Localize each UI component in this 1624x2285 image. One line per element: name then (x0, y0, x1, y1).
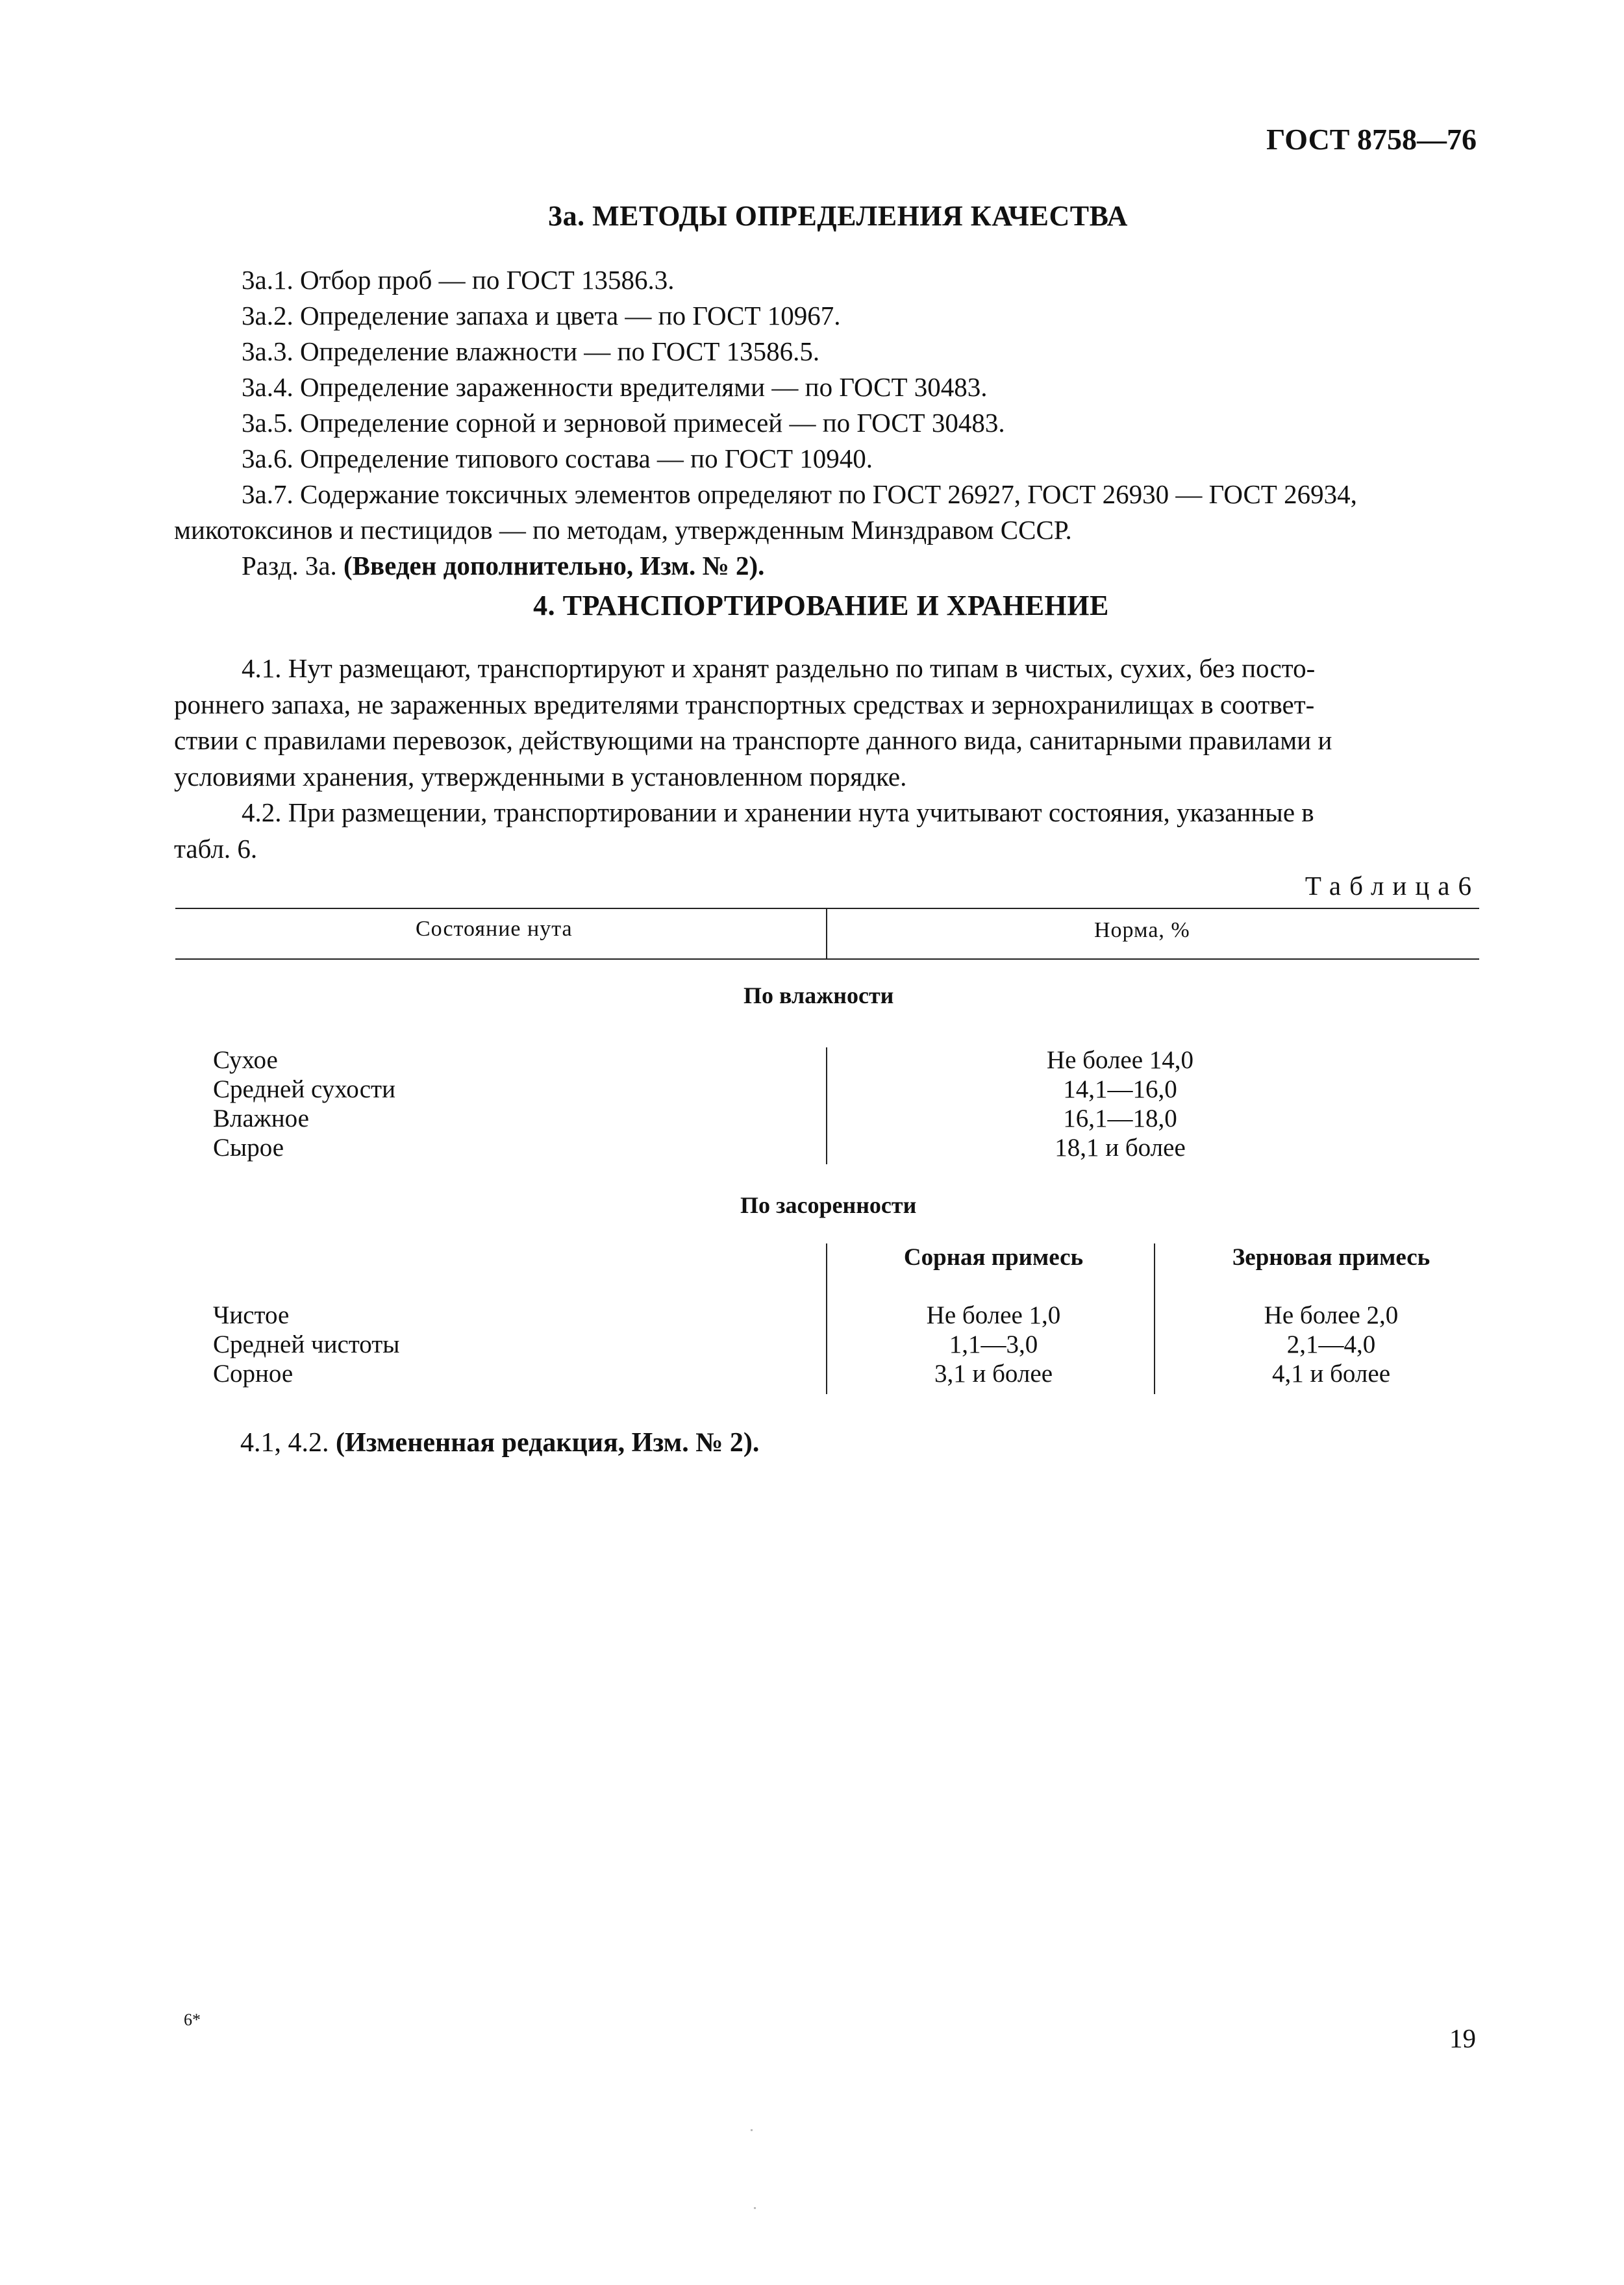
table-cell: Сухое (213, 1046, 278, 1074)
section-4-text (174, 651, 1483, 867)
section-3a-title: 3а. МЕТОДЫ ОПРЕДЕЛЕНИЯ КАЧЕСТВА (548, 200, 1128, 232)
table-cell: 14,1—16,0 (1063, 1075, 1177, 1103)
table-cell: Чистое (213, 1301, 290, 1329)
table-cell: Средней чистоты (213, 1330, 400, 1358)
section-3a-note (174, 548, 1486, 584)
list-item: 3а.3. Определение влажности — по ГОСТ 13586.5. (242, 336, 820, 366)
table-cell: Сырое (213, 1134, 284, 1162)
table-cell: 4,1 и более (1271, 1360, 1391, 1388)
moisture-norms (990, 1045, 1250, 1162)
column-header-state: Состояние нута (416, 917, 573, 941)
subheader-weed: Сорная примесь (903, 1244, 1084, 1271)
grain-values (1188, 1301, 1474, 1388)
table-cell: 3,1 и более (934, 1360, 1053, 1388)
column-divider (826, 1243, 827, 1394)
list-item: 3а.7. Содержание токсичных элементов определяют по ГОСТ 26927, ГОСТ 26930 — ГОСТ 26934, (242, 479, 1357, 509)
weed-values (864, 1301, 1123, 1388)
table-caption: Таблица6 (1305, 871, 1480, 901)
list-item: 3а.5. Определение сорной и зерновой примесей — по ГОСТ 30483. (242, 408, 1005, 438)
list-item: 3а.4. Определение зараженности вредителями — по ГОСТ 30483. (242, 372, 988, 402)
table-cell: Не более 14,0 (1046, 1046, 1194, 1074)
subheader-grain: Зерновая примесь (1232, 1244, 1430, 1271)
list-item-continuation: микотоксинов и пестицидов — по методам, утвержденным Минздравом СССР. (174, 515, 1072, 545)
table-cell: Не более 1,0 (926, 1301, 1061, 1329)
group-heading-clog: По засоренности (740, 1192, 917, 1218)
table-cell: Не более 2,0 (1264, 1301, 1399, 1329)
note-prefix: Разд. 3а. (242, 551, 344, 581)
note-bold: (Измененная редакция, Изм. № 2). (336, 1428, 760, 1458)
scan-speck (754, 2207, 756, 2209)
column-divider (826, 908, 827, 958)
table-header-rule (175, 958, 1479, 960)
table-cell: 16,1—18,0 (1063, 1105, 1177, 1132)
column-header-norm: Норма, % (1094, 918, 1190, 942)
sheet-mark: 6* (184, 2010, 201, 2029)
table-cell: Сорное (213, 1360, 294, 1388)
table-cell: 18,1 и более (1055, 1134, 1186, 1162)
list-item: 3а.2. Определение запаха и цвета — по ГОСТ 10967. (242, 301, 841, 331)
page-number: 19 (1449, 2023, 1476, 2053)
text-line: табл. 6. (174, 833, 258, 864)
section-4-title: 4. ТРАНСПОРТИРОВАНИЕ И ХРАНЕНИЕ (533, 590, 1109, 621)
note-prefix: 4.1, 4.2. (240, 1428, 336, 1458)
table-cell: 2,1—4,0 (1286, 1330, 1376, 1358)
column-divider (826, 1047, 827, 1164)
group-heading-moisture: По влажности (743, 982, 894, 1008)
text-line: 4.1. Нут размещают, транспортируют и хранят раздельно по типам в чистых, сухих, без посто- (242, 653, 1316, 683)
scan-speck (751, 2129, 753, 2131)
table-cell: Средней сухости (213, 1075, 395, 1103)
change-note (240, 1427, 759, 1458)
moisture-states (213, 1045, 395, 1162)
note-bold: (Введен дополнительно, Изм. № 2). (344, 551, 765, 581)
table-cell: 1,1—3,0 (949, 1330, 1038, 1358)
table-cell: Влажное (213, 1105, 309, 1132)
document-code: ГОСТ 8758—76 (1266, 123, 1477, 156)
list-item: 3а.6. Определение типового состава — по ГОСТ 10940. (242, 443, 873, 473)
text-line: роннего запаха, не зараженных вредителями транспортных средствах и зернохранилищах в соответ- (174, 689, 1315, 719)
column-divider (1154, 1243, 1155, 1394)
section-3a-list (174, 262, 1486, 584)
text-line: 4.2. При размещении, транспортировании и хранении нута учитывают состояния, указанные в (242, 797, 1314, 827)
paragraph-4-1 (174, 651, 1483, 795)
clog-states (213, 1301, 400, 1388)
table-top-rule (175, 908, 1479, 909)
text-line: условиями хранения, утвержденными в установленном порядке. (174, 761, 907, 792)
list-item: 3а.1. Отбор проб — по ГОСТ 13586.3. (242, 265, 675, 295)
paragraph-4-2 (174, 795, 1483, 867)
text-line: ствии с правилами перевозок, действующими на транспорте данного вида, санитарными правилами и (174, 725, 1332, 755)
